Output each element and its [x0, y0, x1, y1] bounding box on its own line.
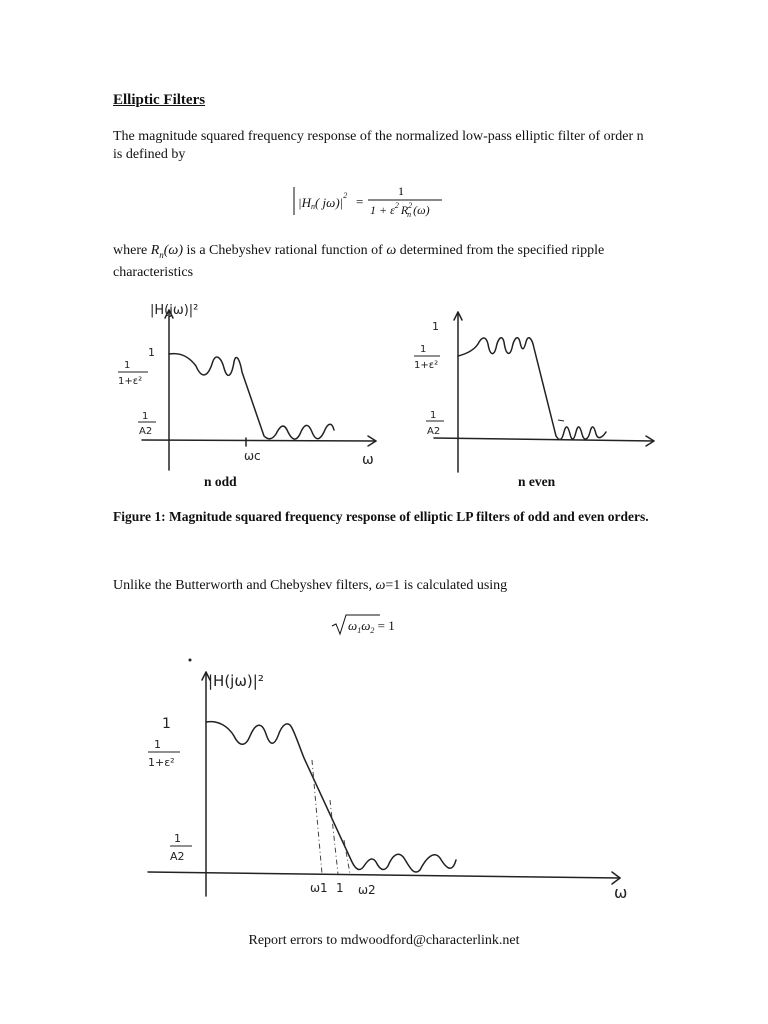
tick-a-num: 1 — [430, 410, 437, 421]
w2-label: ω2 — [358, 883, 376, 897]
unlike-omega: ω — [375, 578, 386, 593]
response-curve-odd — [169, 354, 334, 439]
where-omega-arg: (ω) — [163, 243, 183, 258]
figure1-even-plot — [410, 308, 660, 474]
where-text-d: is a Chebyshev rational function of — [182, 243, 387, 258]
tick-eps-den: 1+ε² — [118, 376, 143, 387]
tick-eps-num: 1 — [124, 360, 131, 371]
y-axis-label: |H(jω)|² — [208, 672, 264, 690]
where-Rn-sub: n — [159, 249, 164, 260]
tick-one: 1 — [162, 716, 171, 732]
eq2-body: $\omega_1\omega_2 = 1$ — [348, 618, 395, 635]
x-axis — [148, 872, 620, 878]
x-axis — [434, 438, 654, 441]
unlike-text-a: Unlike the Butterworth and Chebyshev filters, — [113, 578, 376, 593]
label-n-odd: n odd — [204, 474, 237, 489]
unlike-paragraph — [113, 577, 507, 595]
label-n-even: n even — [518, 474, 556, 489]
tick-eps-num: 1 — [420, 344, 427, 355]
x-axis — [142, 440, 376, 441]
y-axis-label: |H(jω)|² — [150, 303, 199, 318]
figure2-plot — [140, 650, 640, 910]
equation-sqrt-omega — [330, 612, 420, 638]
intro-paragraph: The magnitude squared frequency response of the normalized low-pass elliptic filter of order n is defined by — [113, 129, 644, 162]
x-axis-label: ω — [614, 883, 628, 902]
eq1-equals: = — [356, 194, 364, 209]
where-paragraph — [113, 242, 673, 282]
equation-magnitude-response — [290, 181, 450, 221]
where-Rn: R — [150, 243, 160, 258]
figure1-odd-plot — [112, 288, 382, 478]
tick-a-num: 1 — [142, 411, 149, 422]
where-omega: ω — [386, 243, 397, 258]
tick-one: 1 — [148, 346, 155, 359]
one-dashed-line — [330, 800, 338, 874]
footer-report-errors: Report errors to mdwoodford@characterlink.net — [248, 933, 520, 948]
page-title: Elliptic Filters — [113, 92, 206, 108]
tick-a-num: 1 — [174, 832, 181, 845]
eq1-lhs: |Hn( $j\omega)|^2$ — [298, 191, 348, 211]
figure1-caption: Figure 1: Magnitude squared frequency response of elliptic LP filters of odd and even orders. — [113, 509, 649, 524]
tick-one: 1 — [432, 320, 439, 333]
one-label: 1 — [336, 881, 344, 895]
unlike-text-c: =1 is calculated using — [385, 578, 508, 593]
x-axis-label: ω — [362, 452, 374, 468]
response-curve-even — [458, 338, 606, 440]
cutoff-label: ωc — [244, 449, 261, 463]
stopband-mark — [558, 420, 564, 421]
tick-a-den: A2 — [170, 850, 185, 863]
where-text-f: determined from the specified ripple characteristics — [113, 243, 605, 280]
tick-a-den: A2 — [427, 426, 441, 437]
eq1-denominator: $1 + \varepsilon^2$ $R^2$ n (ω) — [370, 201, 430, 219]
tick-a-den: A2 — [139, 426, 153, 437]
axis-dot — [189, 659, 192, 662]
tick-eps-den: 1+ε² — [148, 756, 175, 769]
where-text-a: where — [113, 243, 151, 258]
tick-eps-num: 1 — [154, 738, 161, 751]
eq1-numerator: 1 — [398, 184, 404, 198]
w1-label: ω1 — [310, 881, 328, 895]
response-curve — [206, 722, 456, 872]
tick-eps-den: 1+ε² — [414, 360, 439, 371]
